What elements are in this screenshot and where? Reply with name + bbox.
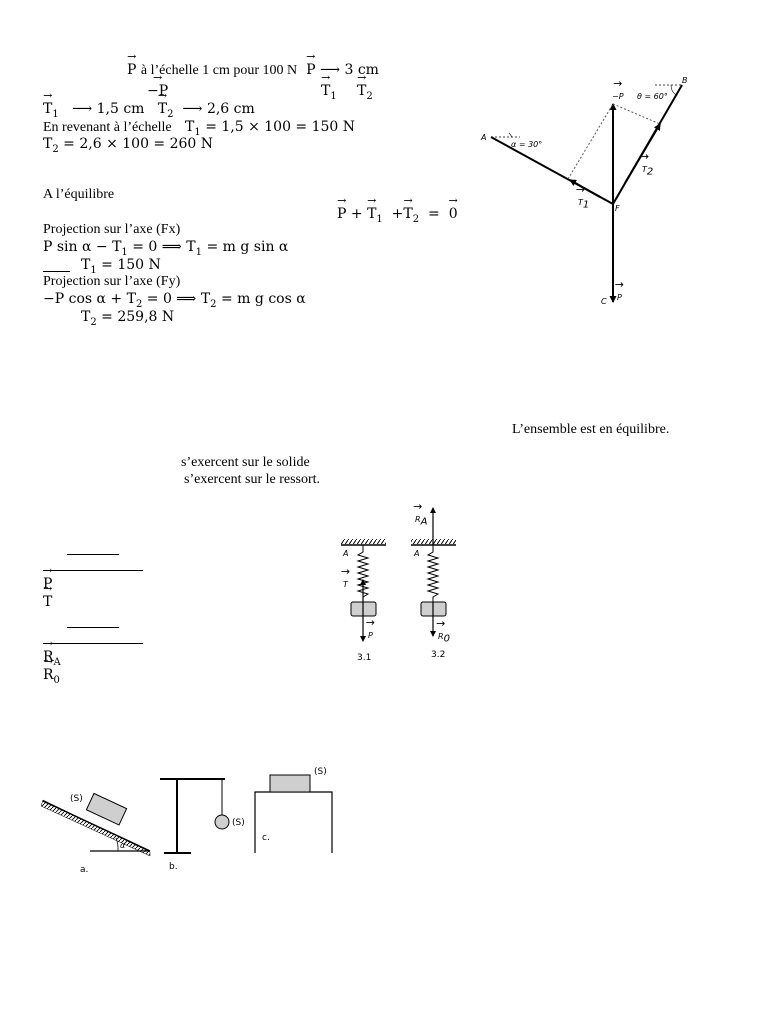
back-scale-text: En revenant à l’échelle [43,120,172,135]
vec-t2: → T [158,101,167,117]
force-t-text: → T [43,594,52,610]
t2-length: ⟶ 2,6 cm [182,101,255,117]
vec-p: → P [127,62,136,78]
r0-sub: 0 [53,674,60,686]
fx-eq-b: = 0 ⟹ T [132,239,196,255]
t1-sub: 1 [194,126,201,138]
vec-p-2: → P [306,62,315,78]
t1-sub: 1 [582,199,590,211]
alpha-label: α = 30° [511,140,543,149]
equilibrium-statement: L’ensemble est en équilibre. [512,422,670,437]
label-f: F [615,204,620,213]
caption-3-2: 3.2 [431,650,446,660]
p-length: 3 cm [344,62,379,78]
t2-text: → T [642,162,647,178]
p-arrow: ⟶ [319,62,341,78]
fx-result-value: = 150 N [101,257,161,273]
minus-p-text: → −P [612,89,624,105]
back-scale-line: En revenant à l’échelle $T_1 = 1,5 \times 100 = 150$ N [43,119,356,138]
caption-c: c. [262,833,270,843]
fx-result: $T_1 = 150$ N [81,257,161,276]
proj-fx-heading: Projection sur l’axe (Fx) [43,222,181,237]
vec-t1: → T [43,101,52,117]
t2-sub: 2 [52,143,59,155]
label-s-a: (S) [70,794,83,804]
spring-r0-text: → R [438,629,444,645]
fy-eq-b: = 0 ⟹ T [146,291,211,307]
p-text: → P [617,290,622,306]
spring-p-text: → P [368,628,373,644]
fy-result-value: = 259,8 N [101,309,175,325]
fy-eq-a: −P cos α + T [43,291,136,307]
spring-label-a2: A [414,549,420,558]
table-block [270,775,310,792]
spring-ra-text: → R [415,512,421,528]
t1-sub: 1 [90,264,97,276]
ra-sub: A [420,516,428,528]
t1-sub: 1 [52,108,59,120]
t2-sub: 2 [366,90,373,102]
theta-label: θ = 60° [637,92,668,101]
fx-eq-c: = m g sin α [206,239,289,255]
t1-value: = 1,5 × 100 = 150 N [205,119,356,135]
vec-p-sum: → P [337,206,346,222]
label-b: B [682,76,688,85]
equals-sign: = [428,206,440,222]
vec-t2-sum: → T [403,206,412,222]
incline-alpha-label: α [120,841,126,850]
t2-value: = 2,6 × 100 = 260 N [63,136,214,152]
vec-zero: → 0 [449,206,458,222]
vec-t1-header: → T [321,83,330,99]
equilibrium-heading: A l’équilibre [43,187,115,202]
t2-sub: 2 [646,166,654,178]
label-c: C [601,297,607,306]
caption-a: a. [80,865,89,875]
force-ra-text: → R [43,649,54,665]
t1-sub: 1 [376,213,383,225]
on-spring-text: s’exercent sur le ressort. [184,472,321,487]
t2-sub: 2 [210,298,217,310]
label-a: A [481,133,487,142]
pendulum-ball [215,815,229,829]
t2-sub: 2 [167,108,174,120]
t2-value-line: $T_2 = 2,6 \times 100 = 260$ N [43,136,214,155]
t1-sub: 1 [330,90,337,102]
incline-block [86,793,126,825]
t1-sub: 1 [121,246,128,258]
label-s-b: (S) [232,818,245,828]
caption-b: b. [169,862,178,872]
fy-result: $T_2 = 259,8$ N [81,309,175,328]
fy-eq-c: = m g cos α [221,291,306,307]
proj-fy-heading: Projection sur l’axe (Fy) [43,274,181,289]
spring-label-a1: A [343,549,349,558]
spring-t-text: → T [343,577,348,593]
t1-sub: 1 [195,246,203,258]
t1-text: → T [578,195,583,211]
caption-3-1: 3.1 [357,653,372,663]
label-s-c: (S) [314,767,327,777]
on-solid-text: s’exercent sur le solide [181,455,310,470]
vec-t1-sum: → T [367,206,376,222]
fx-eq-a: P sin α − T [43,239,122,255]
vec-t2-header: → T [357,83,366,99]
vec-minus-p: → −P [147,83,168,99]
force-p-text: → P [43,576,52,592]
t2-sub: 2 [90,316,97,328]
scale-text: à l’échelle 1 cm pour 100 N [140,63,298,78]
vector-sum-equation: → P + → $T_1 +\to T_2$ = → 0 [337,206,458,222]
t2-sub: 2 [412,213,420,225]
t2-sub: 2 [135,298,143,310]
t1-length: ⟶ 1,5 cm [72,101,145,117]
ra-sub: A [53,656,61,668]
force-r0-text: → R [43,667,54,683]
r0-sub: 0 [443,633,450,645]
